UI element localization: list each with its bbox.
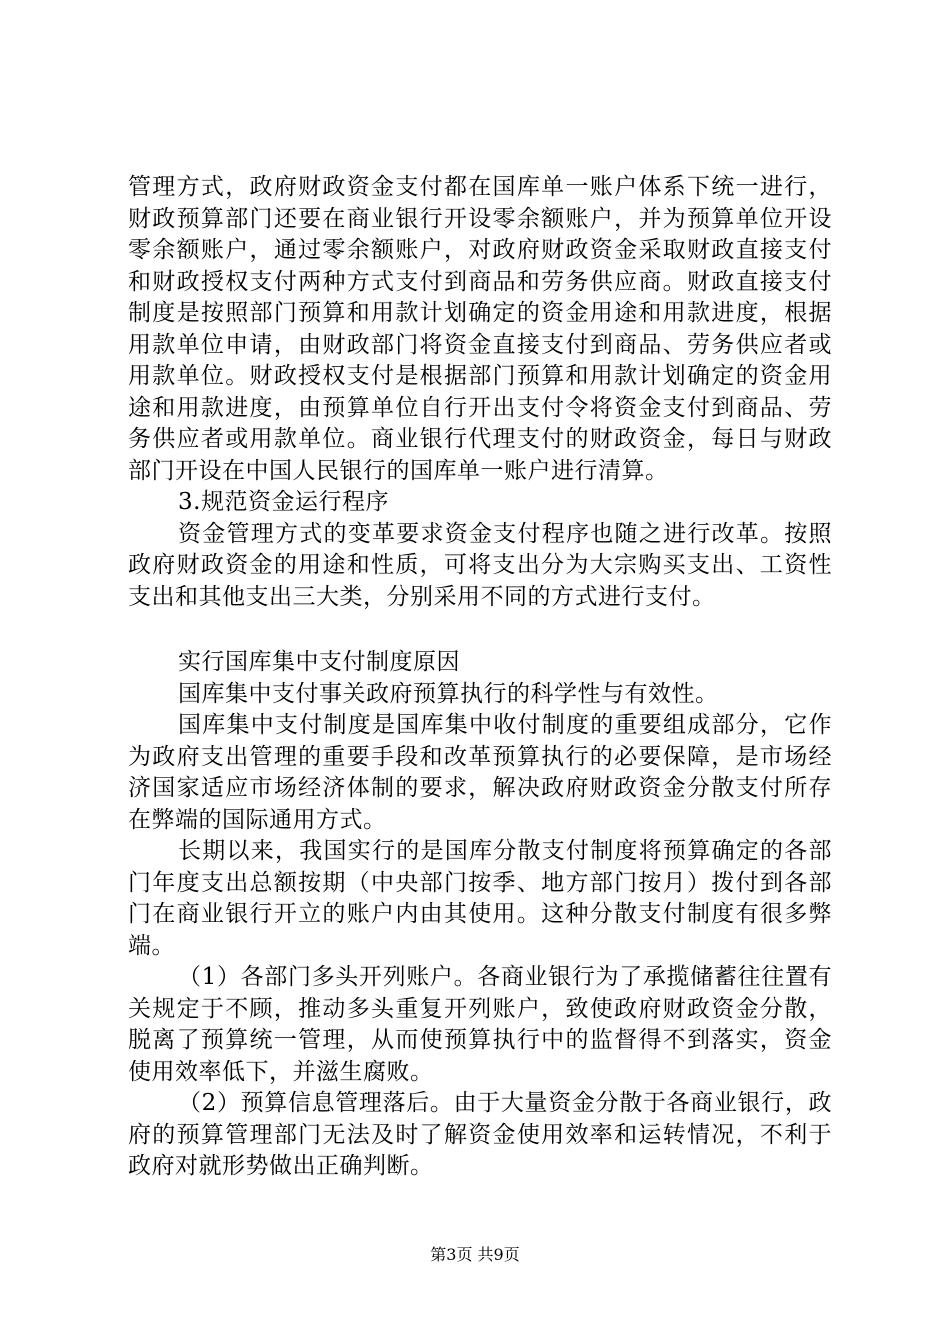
paragraph-fund-procedure: 资金管理方式的变革要求资金支付程序也随之进行改革。按照政府财政资金的用途和性质，可将支出分为大宗购买支出、工资性支出和其他支出三大类，分别采用不同的方式进行支付。 (128, 520, 832, 610)
section-heading-fund-procedure: 3.规范资金运行程序 (178, 489, 389, 515)
paragraph-reasons-intro: 国库集中支付事关政府预算执行的科学性与有效性。 (178, 680, 719, 707)
paragraph-reasons-history: 长期以来，我国实行的是国库分散支付制度将预算确定的各部门年度支出总额按期（中央部门按季、地方部门按月）拨付到各部门在商业银行开立的账户内由其使用。这种分散支付制度有很多弊端。 (128, 838, 832, 959)
document-body (128, 172, 832, 1183)
paragraph-reasons-importance: 国库集中支付制度是国库集中收付制度的重要组成部分，它作为政府支出管理的重要手段和改革预算执行的必要保障，是市场经济国家适应市场经济体制的要求，解决政府财政资金分散支付所存在弊端的国际通用方式。 (128, 712, 832, 833)
paragraph-payment-system: 管理方式，政府财政资金支付都在国库单一账户体系下统一进行，财政预算部门还要在商业银行开设零余额账户，并为预算单位开设零余额账户，通过零余额账户，对政府财政资金采取财政直接支付和财政授权支付两种方式支付到商品和劳务供应商。财政直接支付制度是按照部门预算和用款计划确定的资金用途和用款进度，根据用款单位申请，由财政部门将资金直接支付到商品、劳务供应者或用款单位。财政授权支付是根据部门预算和用款计划确定的资金用途和用款进度，由预算单位自行开出支付令将资金支付到商品、劳务供应者或用款单位。商业银行代理支付的财政资金，每日与财政部门开设在中国人民银行的国库单一账户进行清算。 (128, 174, 832, 484)
section-heading-reasons: 实行国库集中支付制度原因 (178, 649, 460, 675)
paragraph-spacer (128, 613, 832, 647)
paragraph-drawback-2: （2）预算信息管理落后。由于大量资金分散于各商业银行，政府的预算管理部门无法及时了解资金使用效率和运转情况，不利于政府对就形势做出正确判断。 (128, 1090, 832, 1179)
page-number-footer: 第3页 共9页 (430, 1245, 520, 1264)
paragraph-drawback-1: （1）各部门多头开列账户。各商业银行为了承揽储蓄往往置有关规定于不顾，推动多头重复开列账户，致使政府财政资金分散，脱离了预算统一管理，从而使预算执行中的监督得不到落实，资金使用效率低下，并滋生腐败。 (128, 964, 832, 1085)
